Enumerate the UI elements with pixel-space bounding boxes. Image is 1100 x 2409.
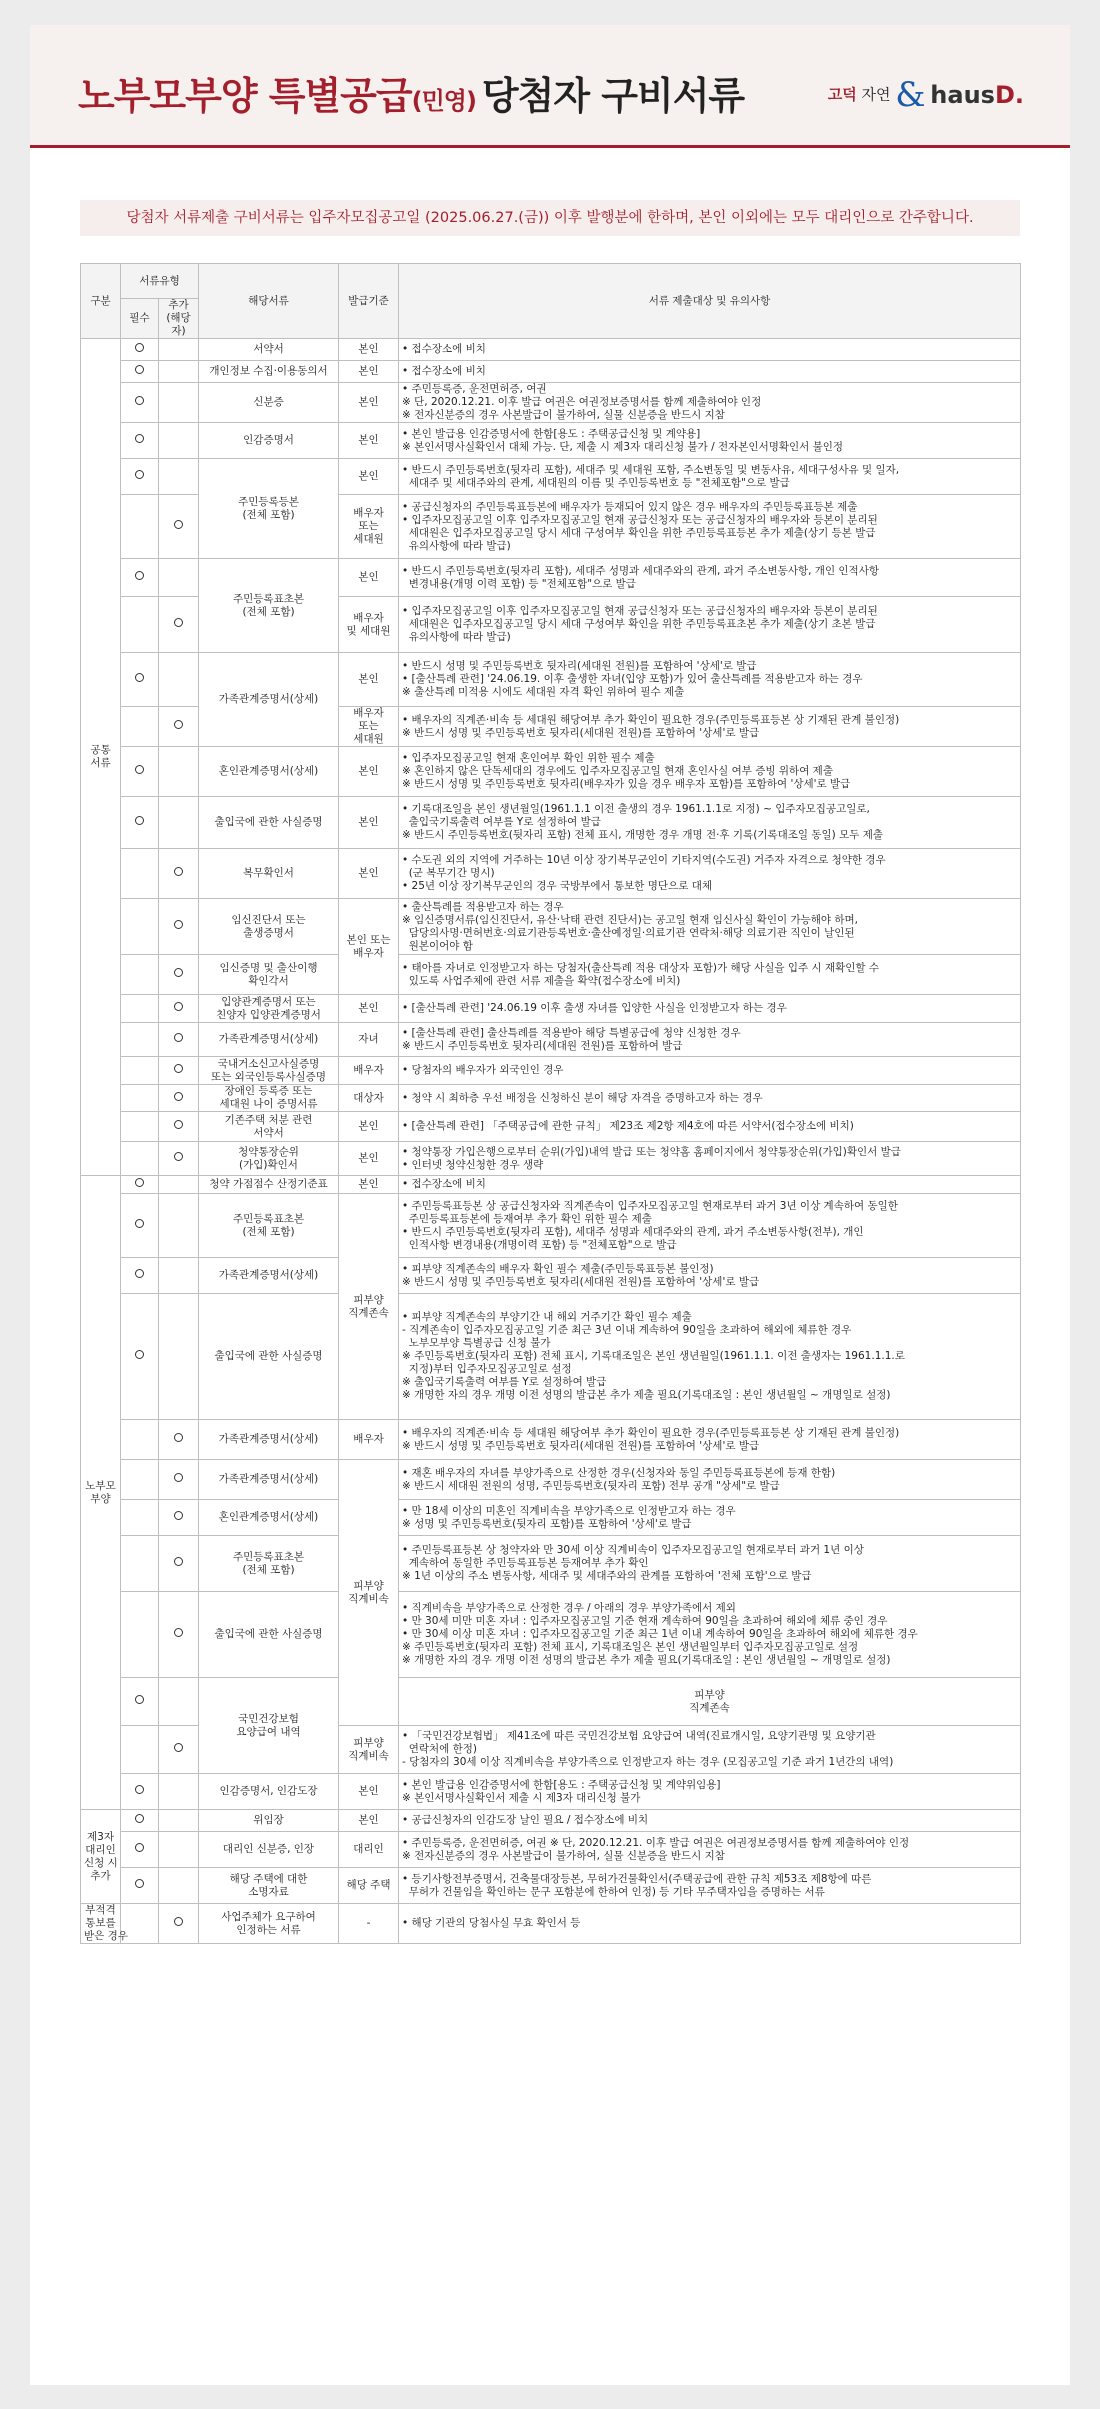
title-main: 노부모부양 특별공급 — [78, 74, 412, 118]
notes-cell: • 입주자모집공고일 현재 혼인여부 확인 위한 필수 제출 ※ 혼인하지 않은 단독세대의 경우에도 입주자모집공고일 현재 혼인사실 여부 증빙 위하여 제출 ※ 반드시 성명 및 주민등록번호 뒷자리(배우자가 있을 경우 배우자 포함)를 포함하여 '상세'로 발급 — [399, 747, 1021, 797]
issuer-cell: 본인 — [339, 361, 399, 383]
issuer-cell: 본인 — [339, 423, 399, 459]
issuer-cell: 본인 또는 배우자 — [339, 899, 399, 995]
page-title — [78, 65, 744, 120]
issuer-cell: 대리인 — [339, 1832, 399, 1868]
additional-cell — [159, 1592, 199, 1678]
check-mark-icon — [135, 673, 144, 682]
issuer-cell: 본인 — [339, 995, 399, 1023]
category-cell: 제3자 대리인 신청 시 추가 — [81, 1810, 121, 1904]
additional-cell — [159, 1142, 199, 1176]
notes-cell: • 접수장소에 비치 — [399, 339, 1021, 361]
required-cell — [121, 1726, 159, 1774]
issuer-cell: 본인 — [339, 1112, 399, 1142]
notes-cell: • 접수장소에 비치 — [399, 361, 1021, 383]
check-mark-icon — [135, 816, 144, 825]
category-cell: 부적격 통보를 받은 경우 — [81, 1904, 121, 1944]
table-row — [81, 849, 1021, 899]
table-row — [81, 1536, 1021, 1592]
table-row — [81, 1592, 1021, 1678]
document-name: 장애인 등록증 또는 세대원 나이 증명서류 — [199, 1085, 339, 1112]
notes-cell: • 「국민건강보험법」 제41조에 따른 국민건강보험 요양급여 내역(진료개시일, 요양기관명 및 요양기관 연락처에 한정) - 당첨자의 30세 이상 직계비속을 부양가족으로 인정받고자 하는 경우 (모집공고일 기준 과거 1년간의 내역) — [399, 1726, 1021, 1774]
additional-cell — [159, 653, 199, 707]
issuer-cell: 본인 — [339, 459, 399, 495]
notes-cell: • 배우자의 직계존·비속 등 세대원 해당여부 추가 확인이 필요한 경우(주민등록표등본 상 기재된 관계 불인정) ※ 반드시 성명 및 주민등록번호 뒷자리(세대원 전원)를 포함하여 '상세'로 발급 — [399, 707, 1021, 747]
notes-cell: • 등기사항전부증명서, 건축물대장등본, 무허가건물확인서(주택공급에 관한 규칙 제53조 제8항에 따른 무허가 건물임을 확인하는 문구 포함분에 한하여 인정) 등 기타 무주택자임을 증명하는 서류 — [399, 1868, 1021, 1904]
additional-cell — [159, 1774, 199, 1810]
document-name: 개인정보 수집·이용동의서 — [199, 361, 339, 383]
table-row — [81, 459, 1021, 495]
issuer-cell: 배우자 또는 세대원 — [339, 707, 399, 747]
table-row — [81, 1868, 1021, 1904]
table-row — [81, 955, 1021, 995]
table-row — [81, 1904, 1021, 1944]
check-mark-icon — [174, 1120, 183, 1129]
additional-cell — [159, 899, 199, 955]
check-mark-icon — [174, 1511, 183, 1520]
notes-cell: • 청약통장 가입은행으로부터 순위(가입)내역 발급 또는 청약홈 홈페이지에서 청약통장순위(가입)확인서 발급 • 인터넷 청약신청한 경우 생략 — [399, 1142, 1021, 1176]
category-cell: 공통 서류 — [81, 339, 121, 1176]
required-cell — [121, 1810, 159, 1832]
notes-cell: • 재혼 배우자의 자녀를 부양가족으로 산정한 경우(신청자와 동일 주민등록표등본에 등재 한함) ※ 반드시 세대원 전원의 성명, 주민등록번호(뒷자리 포함) 전부 공개 "상세"로 발급 — [399, 1460, 1021, 1500]
issuer-cell: 본인 — [339, 1810, 399, 1832]
check-mark-icon — [174, 968, 183, 977]
additional-cell — [159, 1085, 199, 1112]
table-row — [81, 995, 1021, 1023]
document-name: 기존주택 처분 관련 서약서 — [199, 1112, 339, 1142]
check-mark-icon — [174, 1002, 183, 1011]
table-row — [81, 1176, 1021, 1194]
check-mark-icon — [174, 618, 183, 627]
notes-cell: • 본인 발급용 인감증명서에 한함[용도 : 주택공급신청 및 계약위임용] ※ 본인서명사실확인서 제출 시 제3자 대리신청 불가 — [399, 1774, 1021, 1810]
document-name: 혼인관계증명서(상세) — [199, 1500, 339, 1536]
document-name: 입양관계증명서 또는 친양자 입양관계증명서 — [199, 995, 339, 1023]
issuer-cell: 배우자 또는 세대원 — [339, 495, 399, 559]
additional-cell — [159, 797, 199, 849]
issuer-cell: 배우자 및 세대원 — [339, 597, 399, 653]
required-cell — [121, 597, 159, 653]
check-mark-icon — [174, 1917, 183, 1926]
required-cell — [121, 383, 159, 423]
brand-ampersand: & — [895, 75, 926, 115]
check-mark-icon — [135, 343, 144, 352]
required-cell — [121, 361, 159, 383]
header-doc-type: 서류유형 — [121, 264, 199, 299]
document-name: 신분증 — [199, 383, 339, 423]
table-row — [81, 339, 1021, 361]
additional-cell — [159, 1536, 199, 1592]
additional-cell — [159, 1810, 199, 1832]
table-row — [81, 1774, 1021, 1810]
required-cell — [121, 1294, 159, 1420]
check-mark-icon — [174, 1152, 183, 1161]
required-cell — [121, 559, 159, 597]
required-cell — [121, 1142, 159, 1176]
additional-cell — [159, 1500, 199, 1536]
check-mark-icon — [174, 1433, 183, 1442]
check-mark-icon — [174, 520, 183, 529]
brand-haus: hausD. — [930, 81, 1024, 109]
document-name: 위임장 — [199, 1810, 339, 1832]
title-sub: (민영) — [411, 87, 476, 115]
notes-cell: • 반드시 주민등록번호(뒷자리 포함), 세대주 및 세대원 포함, 주소변동일 및 변동사유, 세대구성사유 및 일자, 세대주 및 세대주와의 관계, 세대원의 이름 및 주민등록번호 등 "전체포함"으로 발급 — [399, 459, 1021, 495]
table-row — [81, 1085, 1021, 1112]
issuer-cell: 본인 — [339, 1142, 399, 1176]
notes-cell: • 접수장소에 비치 — [399, 1176, 1021, 1194]
notes-cell: • 배우자의 직계존·비속 등 세대원 해당여부 추가 확인이 필요한 경우(주민등록표등본 상 기재된 관계 불인정) ※ 반드시 성명 및 주민등록번호 뒷자리(세대원 전원)를 포함하여 '상세'로 발급 — [399, 1420, 1021, 1460]
issuer-cell: 본인 — [339, 849, 399, 899]
check-mark-icon — [135, 765, 144, 774]
document-name: 가족관계증명서(상세) — [199, 653, 339, 747]
required-cell — [121, 849, 159, 899]
table-row — [81, 1678, 1021, 1726]
required-cell — [121, 1112, 159, 1142]
required-cell — [121, 1194, 159, 1258]
table-row — [81, 1023, 1021, 1057]
notes-cell: • 피부양 직계존속의 부양기간 내 해외 거주기간 확인 필수 제출 - 직계존속이 입주자모집공고일 기준 최근 3년 이내 계속하여 90일을 초과하여 해외에 체류한 경우 노부모부양 특별공급 신청 불가 ※ 주민등록번호(뒷자리 포함) 전체 표시, 기록대조일은 본인 생년월일(1961.1.1. 이전 출생자는 1961.1.1.로 지정)부터 입주자모집공고일로 설정 ※ 출입국기록출력 여부를 Y로 설정하여 발급 ※ 개명한 자의 경우 개명 이전 성명의 발급본 추가 제출 필요(기록대조일 : 본인 생년월일 ~ 개명일로 설정) — [399, 1294, 1021, 1420]
additional-cell — [159, 1420, 199, 1460]
notes-cell: • 만 18세 이상의 미혼인 직계비속을 부양가족으로 인정받고자 하는 경우 ※ 성명 및 주민등록번호(뒷자리 포함)를 포함하여 '상세'로 발급 — [399, 1500, 1021, 1536]
issuer-cell: 배우자 — [339, 1420, 399, 1460]
required-cell — [121, 995, 159, 1023]
required-cell — [121, 797, 159, 849]
required-cell — [121, 1774, 159, 1810]
document-name: 국민건강보험 요양급여 내역 — [199, 1678, 339, 1774]
brand-logo — [828, 75, 1024, 115]
additional-cell — [159, 1194, 199, 1258]
check-mark-icon — [135, 396, 144, 405]
table-body — [81, 339, 1021, 1944]
check-mark-icon — [174, 1092, 183, 1101]
table-row — [81, 653, 1021, 707]
document-name: 국내거소신고사실증명 또는 외국인등록사실증명 — [199, 1057, 339, 1085]
brand-jayeon: 자연 — [861, 85, 891, 104]
required-cell — [121, 459, 159, 495]
additional-cell — [159, 459, 199, 495]
notes-cell: • 태아를 자녀로 인정받고자 하는 당첨자(출산특례 적용 대상자 포함)가 해당 사실을 입주 시 재확인할 수 있도록 사업주체에 관련 서류 제출을 확약(접수장소에 비치) — [399, 955, 1021, 995]
check-mark-icon — [174, 1557, 183, 1566]
table-row — [81, 1500, 1021, 1536]
document-name: 해당 주택에 대한 소명자료 — [199, 1868, 339, 1904]
document-name: 인감증명서, 인감도장 — [199, 1774, 339, 1810]
document-name: 인감증명서 — [199, 423, 339, 459]
required-cell — [121, 1832, 159, 1868]
required-cell — [121, 423, 159, 459]
page — [30, 25, 1070, 2385]
issuer-cell: 본인 — [339, 383, 399, 423]
required-cell — [121, 1258, 159, 1294]
additional-cell — [159, 339, 199, 361]
required-cell — [121, 955, 159, 995]
additional-cell — [159, 1023, 199, 1057]
check-mark-icon — [135, 1814, 144, 1823]
additional-cell — [159, 1832, 199, 1868]
brand-go: 고덕 — [827, 85, 857, 104]
required-cell — [121, 1678, 159, 1726]
table-row — [81, 423, 1021, 459]
table-row — [81, 1142, 1021, 1176]
notes-cell: • [출산특례 관련] 출산특례를 적용받아 해당 특별공급에 청약 신청한 경우 ※ 반드시 주민등록번호 뒷자리(세대원 전원)를 포함하여 발급 — [399, 1023, 1021, 1057]
issuer-cell: 대상자 — [339, 1085, 399, 1112]
required-cell — [121, 653, 159, 707]
issuer-cell: 피부양 직계존속 — [399, 1678, 1021, 1726]
additional-cell — [159, 747, 199, 797]
notes-cell: • 공급신청자의 주민등록표등본에 배우자가 등재되어 있지 않은 경우 배우자의 주민등록표등본 제출 • 입주자모집공고일 이후 입주자모집공고일 현재 공급신청자 또는 공급신청자의 배우자와 등본이 분리된 세대원은 입주자모집공고일 당시 세대 구성여부 확인을 위한 주민등록표등본 추가 제출(상기 등본 발급 유의사항에 따라 발급) — [399, 495, 1021, 559]
issuer-cell: 피부양 직계비속 — [339, 1726, 399, 1774]
notes-cell: • 해당 기관의 당첨사실 무효 확인서 등 — [399, 1904, 1021, 1944]
document-table — [80, 263, 1021, 1944]
check-mark-icon — [174, 920, 183, 929]
required-cell — [121, 339, 159, 361]
notes-cell: • 기록대조일을 본인 생년월일(1961.1.1 이전 출생의 경우 1961.1.1로 지정) ~ 입주자모집공고일로, 출입국기록출력 여부를 Y로 설정하여 발급 ※ 반드시 주민등록번호(뒷자리 포함) 전체 표시, 개명한 경우 개명 전·후 기록(기록대조일 동일) 모두 제출 — [399, 797, 1021, 849]
issuer-cell: 자녀 — [339, 1023, 399, 1057]
additional-cell — [159, 1678, 199, 1726]
additional-cell — [159, 1057, 199, 1085]
notes-cell: • [출산특례 관련] 「주택공급에 관한 규칙」 제23조 제2항 제4호에 따른 서약서(접수장소에 비치) — [399, 1112, 1021, 1142]
table-row — [81, 1810, 1021, 1832]
header-issuer: 발급기준 — [339, 264, 399, 339]
table-row — [81, 797, 1021, 849]
check-mark-icon — [174, 1473, 183, 1482]
header-document: 해당서류 — [199, 264, 339, 339]
required-cell — [121, 1057, 159, 1085]
check-mark-icon — [135, 470, 144, 479]
table-row — [81, 1832, 1021, 1868]
issuer-cell: - — [339, 1904, 399, 1944]
document-name: 출입국에 관한 사실증명 — [199, 1592, 339, 1678]
required-cell — [121, 1460, 159, 1500]
required-cell — [121, 1592, 159, 1678]
additional-cell — [159, 495, 199, 559]
document-name: 가족관계증명서(상세) — [199, 1460, 339, 1500]
issuer-cell: 본인 — [339, 747, 399, 797]
notes-cell: • 당첨자의 배우자가 외국인인 경우 — [399, 1057, 1021, 1085]
header-category: 구분 — [81, 264, 121, 339]
issuer-cell: 피부양 직계존속 — [339, 1194, 399, 1420]
title-tail: 당첨자 구비서류 — [481, 74, 745, 118]
table-row — [81, 383, 1021, 423]
additional-cell — [159, 559, 199, 597]
document-name: 가족관계증명서(상세) — [199, 1420, 339, 1460]
required-cell — [121, 1500, 159, 1536]
additional-cell — [159, 1460, 199, 1500]
required-cell — [121, 1085, 159, 1112]
issuer-cell: 본인 — [339, 339, 399, 361]
issuer-cell: 본인 — [339, 1774, 399, 1810]
required-cell — [121, 1023, 159, 1057]
check-mark-icon — [135, 1879, 144, 1888]
issuer-cell: 본인 — [339, 1176, 399, 1194]
required-cell — [121, 747, 159, 797]
additional-cell — [159, 995, 199, 1023]
check-mark-icon — [135, 1785, 144, 1794]
required-cell — [121, 707, 159, 747]
notes-cell: • 입주자모집공고일 이후 입주자모집공고일 현재 공급신청자 또는 공급신청자의 배우자와 등본이 분리된 세대원은 입주자모집공고일 당시 세대 구성여부 확인을 위한 주민등록표초본 추가 제출(상기 초본 발급 유의사항에 따라 발급) — [399, 597, 1021, 653]
additional-cell — [159, 1726, 199, 1774]
table-row — [81, 1294, 1021, 1420]
table-row — [81, 559, 1021, 597]
check-mark-icon — [135, 434, 144, 443]
check-mark-icon — [174, 720, 183, 729]
issuer-cell: 본인 — [339, 559, 399, 597]
notes-cell: • 주민등록증, 운전면허증, 여권 ※ 단, 2020.12.21. 이후 발급 여권은 여권정보증명서를 함께 제출하여야 인정 ※ 전자신분증의 경우 사본발급이 불가하여, 실물 신분증을 반드시 지참 — [399, 383, 1021, 423]
table-row — [81, 1420, 1021, 1460]
required-cell — [121, 495, 159, 559]
notes-cell: • 주민등록표등본 상 청약자와 만 30세 이상 직계비속이 입주자모집공고일 현재로부터 과거 1년 이상 계속하여 동일한 주민등록표등본 등재여부 추가 확인 ※ 1년 이상의 주소 변동사항, 세대주 및 세대주와의 관계를 포함하여 '전체 포함'으로 발급 — [399, 1536, 1021, 1592]
additional-cell — [159, 1112, 199, 1142]
check-mark-icon — [174, 1628, 183, 1637]
category-cell: 노부모 부양 — [81, 1176, 121, 1810]
document-name: 임신증명 및 출산이행 확인각서 — [199, 955, 339, 995]
notes-cell: • 출산특례를 적용받고자 하는 경우 ※ 임신증명서류(임신진단서, 유산·낙태 관련 진단서)는 공고일 현재 임신사실 확인이 가능해야 하며, 담당의사명·면허번호·의료기관등록번호·출산예정일·의료기관 연락처·해당 의료기관 직인이 날인된 원본이어야 함 — [399, 899, 1021, 955]
notes-cell: • 주민등록증, 운전면허증, 여권 ※ 단, 2020.12.21. 이후 발급 여권은 여권정보증명서를 함께 제출하여야 인정 ※ 전자신분증의 경우 사본발급이 불가하여, 실물 신분증을 반드시 지참 — [399, 1832, 1021, 1868]
required-cell — [121, 1420, 159, 1460]
additional-cell — [159, 1176, 199, 1194]
notes-cell: • 본인 발급용 인감증명서에 한함[용도 : 주택공급신청 및 계약용] ※ 본인서명사실확인서 대체 가능. 단, 제출 시 제3자 대리신청 불가 / 전자본인서명확인서 불인정 — [399, 423, 1021, 459]
document-name: 가족관계증명서(상세) — [199, 1258, 339, 1294]
header-banner — [30, 25, 1070, 148]
check-mark-icon — [135, 1695, 144, 1704]
issuer-cell: 해당 주택 — [339, 1868, 399, 1904]
table-row — [81, 1112, 1021, 1142]
document-name: 출입국에 관한 사실증명 — [199, 797, 339, 849]
notes-cell: • 청약 시 최하층 우선 배정을 신청하신 분이 해당 자격을 증명하고자 하는 경우 — [399, 1085, 1021, 1112]
table-row — [81, 361, 1021, 383]
document-name: 임신진단서 또는 출생증명서 — [199, 899, 339, 955]
document-name: 대리인 신분증, 인장 — [199, 1832, 339, 1868]
table-row — [81, 899, 1021, 955]
additional-cell — [159, 423, 199, 459]
notes-cell: • 반드시 주민등록번호(뒷자리 포함), 세대주 성명과 세대주와의 관계, 과거 주소변동사항, 개인 인적사항 변경내용(개명 이력 포함) 등 "전체포함"으로 발급 — [399, 559, 1021, 597]
check-mark-icon — [135, 1350, 144, 1359]
check-mark-icon — [174, 1064, 183, 1073]
additional-cell — [159, 1294, 199, 1420]
table-row — [81, 1194, 1021, 1258]
additional-cell — [159, 1868, 199, 1904]
table-row — [81, 1460, 1021, 1500]
issuer-cell: 피부양 직계비속 — [339, 1460, 399, 1726]
additional-cell — [159, 361, 199, 383]
required-cell — [121, 899, 159, 955]
check-mark-icon — [135, 1843, 144, 1852]
notes-cell: • [출산특례 관련] '24.06.19 이후 출생 자녀를 입양한 사실을 인정받고자 하는 경우 — [399, 995, 1021, 1023]
document-name: 주민등록표초본 (전체 포함) — [199, 1536, 339, 1592]
check-mark-icon — [135, 365, 144, 374]
check-mark-icon — [135, 571, 144, 580]
additional-cell — [159, 1258, 199, 1294]
check-mark-icon — [135, 1219, 144, 1228]
additional-cell — [159, 707, 199, 747]
additional-cell — [159, 1904, 199, 1944]
required-cell — [121, 1176, 159, 1194]
notice-banner: 당첨자 서류제출 구비서류는 입주자모집공고일 (2025.06.27.(금)) 이후 발행분에 한하며, 본인 이외에는 모두 대리인으로 간주합니다. — [80, 200, 1020, 236]
document-name: 복무확인서 — [199, 849, 339, 899]
document-name: 혼인관계증명서(상세) — [199, 747, 339, 797]
header-additional: 추가 (해당자) — [159, 299, 199, 339]
additional-cell — [159, 383, 199, 423]
required-cell — [121, 1868, 159, 1904]
document-name: 주민등록등본 (전체 포함) — [199, 459, 339, 559]
additional-cell — [159, 597, 199, 653]
notes-cell: • 주민등록표등본 상 공급신청자와 직계존속이 입주자모집공고일 현재로부터 과거 3년 이상 계속하여 동일한 주민등록표등본에 등재여부 추가 확인 위한 필수 제출 • 반드시 주민등록번호(뒷자리 포함), 세대주 성명과 세대주와의 관계, 과거 주소변동사항(전부), 개인 인적사항 변경내용(개명이력 포함) 등 "전체포함"으로 발급 — [399, 1194, 1021, 1258]
header-required: 필수 — [121, 299, 159, 339]
table-row — [81, 1057, 1021, 1085]
check-mark-icon — [135, 1178, 144, 1187]
document-name: 주민등록표초본 (전체 포함) — [199, 1194, 339, 1258]
issuer-cell: 배우자 — [339, 1057, 399, 1085]
check-mark-icon — [174, 867, 183, 876]
notes-cell: • 반드시 성명 및 주민등록번호 뒷자리(세대원 전원)를 포함하여 '상세'로 발급 • [출산특례 관련] '24.06.19. 이후 출생한 자녀(입양 포함)가 있어 출산특례를 적용받고자 하는 경우 ※ 출산특례 미적용 시에도 세대원 자격 확인 위하여 필수 제출 — [399, 653, 1021, 707]
additional-cell — [159, 955, 199, 995]
document-name: 가족관계증명서(상세) — [199, 1023, 339, 1057]
document-name: 청약 가점점수 산정기준표 — [199, 1176, 339, 1194]
issuer-cell: 본인 — [339, 797, 399, 849]
required-cell — [121, 1536, 159, 1592]
notes-cell: • 직계비속을 부양가족으로 산정한 경우 / 아래의 경우 부양가족에서 제외 • 만 30세 미만 미혼 자녀 : 입주자모집공고일 기준 현재 계속하여 90일을 초과하여 해외에 체류 중인 경우 • 만 30세 이상 미혼 자녀 : 입주자모집공고일 기준 최근 1년 이내 계속하여 90일을 초과하여 해외에 체류한 경우 ※ 주민등록번호(뒷자리 포함) 전체 표시, 기록대조일은 본인 생년월일부터 입주자모집공고일로 설정 ※ 개명한 자의 경우 개명 이전 성명의 발급본 추가 제출 필요(기록대조일 : 본인 생년월일 ~ 개명일로 설정) — [399, 1592, 1021, 1678]
document-name: 청약통장순위 (가입)확인서 — [199, 1142, 339, 1176]
table-row — [81, 1258, 1021, 1294]
issuer-cell: 본인 — [339, 653, 399, 707]
check-mark-icon — [174, 1033, 183, 1042]
notes-cell: • 수도권 외의 지역에 거주하는 10년 이상 장기복무군인이 기타지역(수도권) 거주자 자격으로 청약한 경우 (군 복무기간 명시) • 25년 이상 장기복무군인의 경우 국방부에서 통보한 명단으로 대체 — [399, 849, 1021, 899]
additional-cell — [159, 849, 199, 899]
check-mark-icon — [174, 1743, 183, 1752]
document-name: 서약서 — [199, 339, 339, 361]
document-name: 사업주체가 요구하여 인정하는 서류 — [199, 1904, 339, 1944]
header-notes: 서류 제출대상 및 유의사항 — [399, 264, 1021, 339]
document-name: 출입국에 관한 사실증명 — [199, 1294, 339, 1420]
notes-cell: • 피부양 직계존속의 배우자 확인 필수 제출(주민등록표등본 불인정) ※ 반드시 성명 및 주민등록번호 뒷자리(세대원 전원)를 포함하여 '상세'로 발급 — [399, 1258, 1021, 1294]
notes-cell: • 공급신청자의 인감도장 날인 필요 / 접수장소에 비치 — [399, 1810, 1021, 1832]
document-name: 주민등록표초본 (전체 포함) — [199, 559, 339, 653]
table-row — [81, 747, 1021, 797]
check-mark-icon — [135, 1269, 144, 1278]
